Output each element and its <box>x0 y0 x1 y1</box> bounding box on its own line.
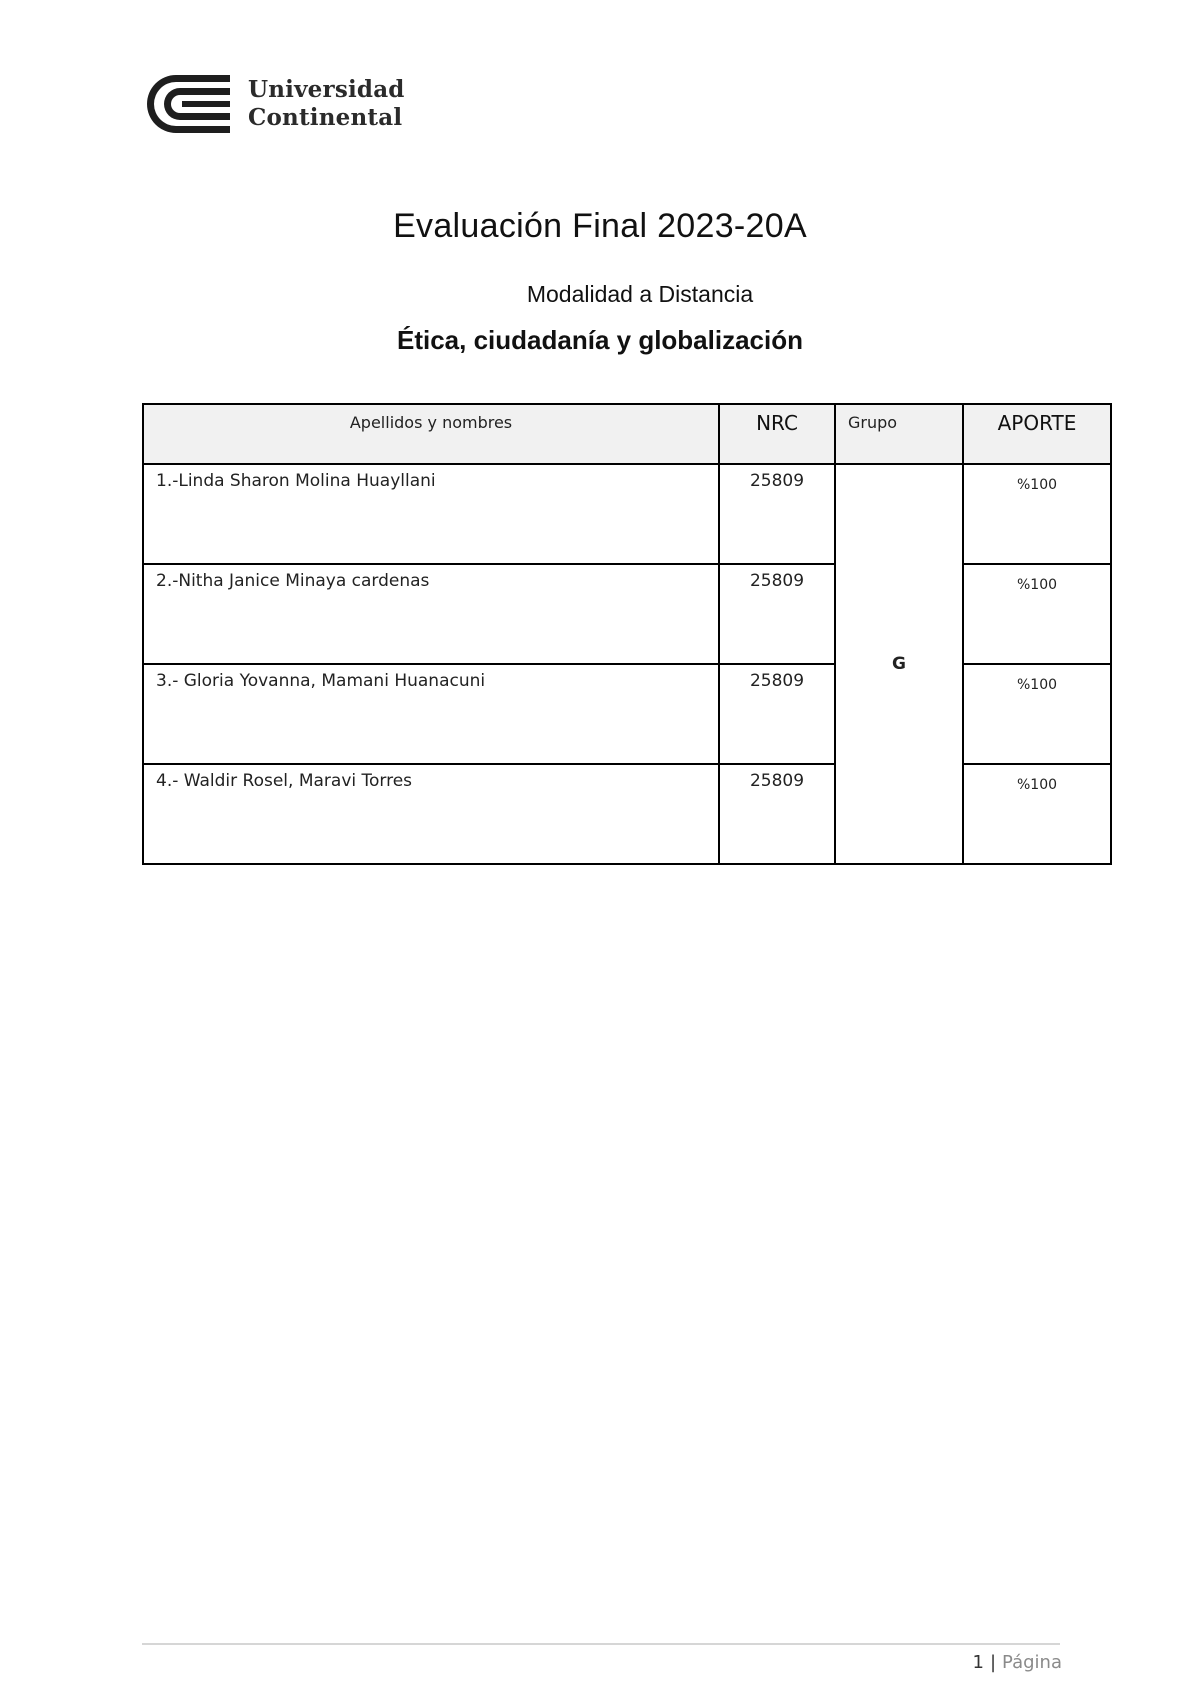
university-name-line1: Universidad <box>248 76 405 103</box>
student-nrc: 25809 <box>719 464 835 564</box>
student-name: 4.- Waldir Rosel, Maravi Torres <box>143 764 719 864</box>
university-logo <box>146 72 405 136</box>
university-logo-icon <box>146 72 234 136</box>
student-aporte: %100 <box>963 464 1111 564</box>
footer-divider <box>142 1643 1060 1645</box>
university-name-line2: Continental <box>248 104 403 131</box>
page-number: 1 <box>972 1652 984 1673</box>
page-title: Evaluación Final 2023-20A <box>393 207 807 245</box>
student-name: 1.-Linda Sharon Molina Huayllani <box>143 464 719 564</box>
header-group: Grupo <box>835 404 963 464</box>
course-title: Ética, ciudadanía y globalización <box>397 325 803 355</box>
student-table <box>142 403 1112 865</box>
header-nrc: NRC <box>719 404 835 464</box>
table-row <box>143 764 1111 864</box>
header-name: Apellidos y nombres <box>143 404 719 464</box>
table-header-row <box>143 404 1111 464</box>
student-aporte: %100 <box>963 564 1111 664</box>
modality-subtitle: Modalidad a Distancia <box>526 281 754 307</box>
footer-separator: | <box>989 1652 997 1673</box>
student-aporte: %100 <box>963 664 1111 764</box>
table-row <box>143 464 1111 564</box>
student-aporte: %100 <box>963 764 1111 864</box>
page-footer <box>973 1652 1062 1673</box>
header-aporte: APORTE <box>963 404 1111 464</box>
student-nrc: 25809 <box>719 564 835 664</box>
student-nrc: 25809 <box>719 664 835 764</box>
group-value: G <box>835 464 963 864</box>
table-row <box>143 564 1111 664</box>
university-name <box>248 76 405 132</box>
student-nrc: 25809 <box>719 764 835 864</box>
student-name: 2.-Nitha Janice Minaya cardenas <box>143 564 719 664</box>
student-name: 3.- Gloria Yovanna, Mamani Huanacuni <box>143 664 719 764</box>
page-word: Página <box>1002 1652 1062 1673</box>
table-row <box>143 664 1111 764</box>
